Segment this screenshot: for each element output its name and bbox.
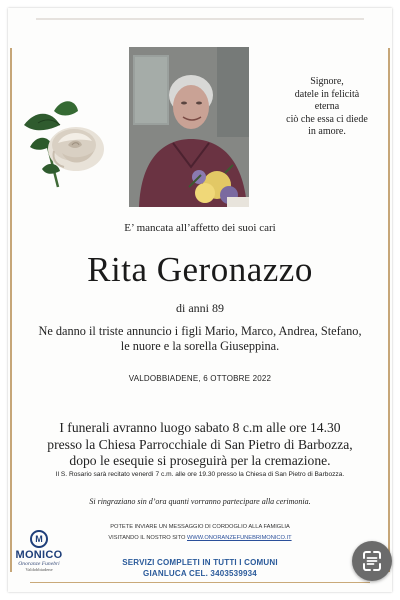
memorial-quote [284, 76, 370, 139]
logo-subtitle: Onoranze Funebri [18, 561, 60, 567]
funeral-line: I funerali avranno luogo sabato 8 c.m alle ore 14.30 [59, 420, 341, 435]
deceased-name: Rita Geronazzo [87, 250, 313, 289]
deceased-age: di anni 89 [176, 301, 224, 315]
funeral-line: presso la Chiesa Parrocchiale di San Pietro di Barbozza, [47, 436, 353, 452]
quote-line: datele in felicità [294, 88, 360, 100]
bottom-divider [30, 582, 370, 583]
website-link[interactable]: WWW.ONORANZEFUNEBRIMONICO.IT [187, 535, 292, 541]
rosary-notice: Il S. Rosario sarà recitato venerdì 7 c.m. alle ore 19.30 presso la Chiesa di San Pietro di Barbozza. [55, 471, 345, 478]
logo-mark: M [30, 530, 48, 548]
place-and-date: VALDOBBIADENE, 6 OTTOBRE 2022 [128, 374, 272, 383]
google-lens-icon [352, 541, 392, 581]
google-lens-button[interactable] [352, 541, 392, 581]
services-line: SERVIZI COMPLETI IN TUTTI I COMUNI [122, 558, 278, 567]
monico-logo [10, 530, 68, 580]
thanks-note: Si ringraziano sin d’ora quanti vorranno partecipare alla cerimonia. [89, 497, 311, 506]
condolence-site-line [84, 533, 316, 544]
announcement-line: Ne danno il triste annuncio i figli Mario, Marco, Andrea, Stefano, [38, 324, 362, 338]
deceased-portrait-photo [129, 47, 249, 207]
services-info [84, 557, 316, 579]
quote-line: ciò che essa ci diede [286, 113, 368, 125]
announcement-line: le nuore e la sorella Giuseppina. [120, 339, 280, 353]
phone-contact: GIANLUCA CEL. 3403539934 [143, 569, 257, 578]
logo-brand: MONICO [15, 549, 63, 561]
condolence-prefix: VISITANDO IL NOSTRO SITO [108, 535, 186, 541]
condolence-line: POTETE INVIARE UN MESSAGGIO DI CORDOGLIO ALLA FAMIGLIA [110, 524, 290, 530]
quote-line: in amore. [308, 126, 346, 137]
logo-town: Valdobbiadene [25, 567, 53, 572]
funeral-line: dopo le esequie si proseguirà per la cremazione. [69, 453, 331, 468]
top-divider [36, 18, 364, 20]
family-announcement [30, 324, 370, 354]
condolence-info [84, 522, 316, 544]
quote-line: Signore, [310, 76, 344, 87]
intro-text: E’ mancata all’affetto dei suoi cari [124, 222, 276, 234]
funeral-details [20, 420, 380, 470]
rose-flower-icon [18, 95, 118, 195]
quote-line: eterna [314, 101, 340, 112]
